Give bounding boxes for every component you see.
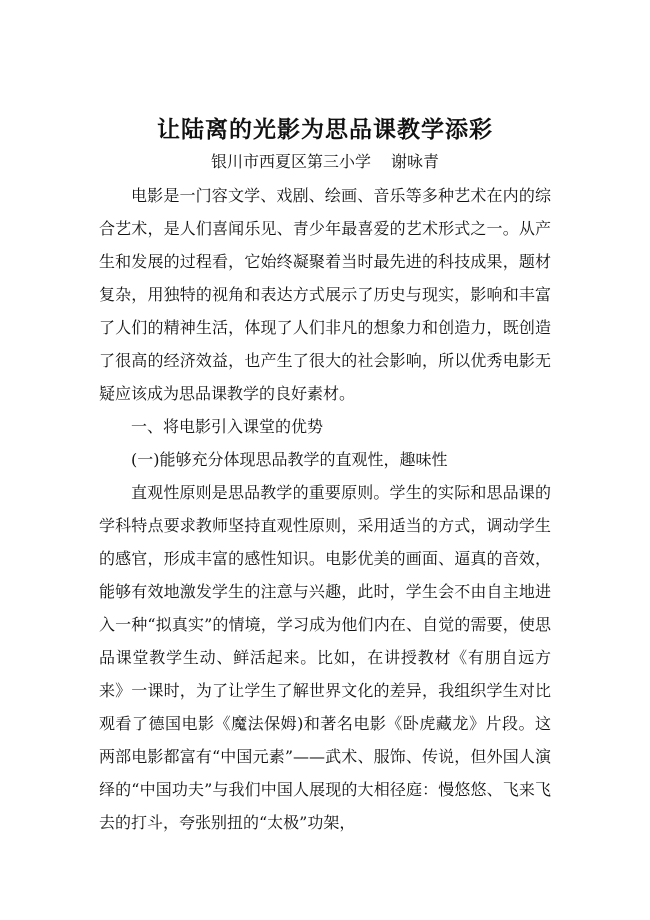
- subsection-heading: (一)能够充分体现思品教学的直观性，趣味性: [131, 450, 448, 469]
- paragraph-intro: 电影是一门容文学、戏剧、绘画、音乐等多种艺术在内的综合艺术，是人们喜闻乐见、青少年最喜爱的艺术形式之一。从产生和发展的过程看，它始终凝聚着当时最先进的科技成果，题材复杂，用独特的视角和表达方式展示了历史与现实，影响和丰富了人们的精神生活，体现了人们非凡的想象力和创造力，既创造了很高的经济效益，也产生了很大的社会影响，所以优秀电影无疑应该成为思品课教学的良好素材。: [99, 186, 551, 403]
- author-line: [0, 150, 650, 174]
- article-body: [99, 179, 551, 839]
- author-name: 谢咏青: [391, 152, 440, 171]
- school-name: 银川市西夏区第三小学: [210, 152, 371, 171]
- document-title: 让陆离的光影为思品课教学添彩: [157, 116, 493, 143]
- paragraph-body: 直观性原则是思品教学的重要原则。学生的实际和思品课的学科特点要求教师坚持直观性原则，采用适当的方式，调动学生的感官，形成丰富的感性知识。电影优美的画面、逼真的音效，能够有效地激发学生的注意与兴趣，此时，学生会不由自主地进入一种“拟真实”的情境，学习成为他们内在、自觉的需要，使思品课堂教学生动、鲜活起来。比如，在讲授教材《有朋自远方来》一课时，为了让学生了解世界文化的差异，我组织学生对比观看了德国电影《魔法保姆)和著名电影《卧虎藏龙》片段。这两部电影都富有“中国元素”——武术、服饰、传说，但外国人演绎的“中国功夫”与我们中国人展现的大相径庭：慢悠悠、飞来飞去的打斗，夸张别扭的“太极”功架，: [99, 483, 551, 832]
- section-heading: 一、将电影引入课堂的优势: [131, 417, 324, 436]
